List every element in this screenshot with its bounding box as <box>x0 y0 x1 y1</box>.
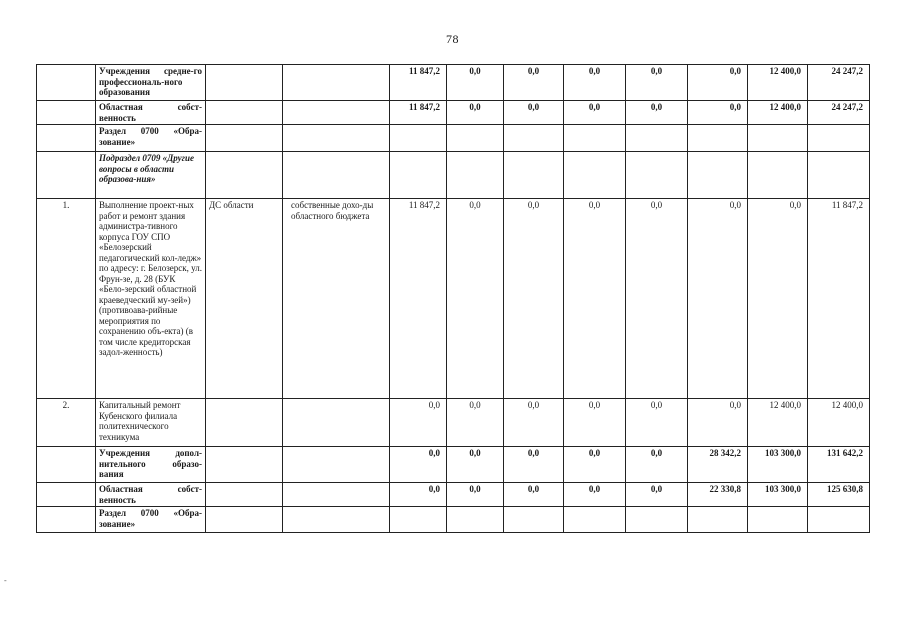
table-row <box>37 152 870 199</box>
row-index-cell <box>37 101 96 125</box>
row-funding-source-cell <box>283 483 390 507</box>
row-value-cell: 0,0 <box>626 447 688 483</box>
row-value-cell: 0,0 <box>504 199 564 399</box>
table-row <box>37 101 870 125</box>
row-value-cell: 11 847,2 <box>390 199 447 399</box>
row-name-cell: Учреждения средне-го профессиональ-ного образования <box>96 65 206 101</box>
row-value-cell: 0,0 <box>626 101 688 125</box>
row-value-cell: 103 300,0 <box>748 447 808 483</box>
row-value-cell: 0,0 <box>447 447 504 483</box>
row-value-cell: 0,0 <box>390 399 447 447</box>
row-value-cell: 0,0 <box>390 447 447 483</box>
table-row <box>37 507 870 533</box>
row-funding-source-cell <box>283 507 390 533</box>
row-name-cell: Капитальный ремонт Кубенского филиала политехнического техникума <box>96 399 206 447</box>
row-value-cell <box>390 125 447 152</box>
row-name-cell: Областная собст-венность <box>96 483 206 507</box>
table-row <box>37 399 870 447</box>
row-value-cell <box>626 152 688 199</box>
row-value-cell: 0,0 <box>626 483 688 507</box>
row-value-cell: 0,0 <box>504 447 564 483</box>
table-row <box>37 199 870 399</box>
row-value-cell <box>504 125 564 152</box>
row-value-cell <box>447 125 504 152</box>
row-funding-source-cell <box>283 101 390 125</box>
row-value-cell <box>564 152 626 199</box>
row-value-cell <box>808 152 870 199</box>
row-index-cell <box>37 483 96 507</box>
row-value-cell: 0,0 <box>390 483 447 507</box>
row-department-cell: ДС области <box>206 199 283 399</box>
row-value-cell: 12 400,0 <box>748 399 808 447</box>
row-value-cell: 0,0 <box>564 101 626 125</box>
row-value-cell <box>390 152 447 199</box>
row-value-cell: 0,0 <box>564 65 626 101</box>
row-value-cell: 11 847,2 <box>808 199 870 399</box>
row-value-cell: 0,0 <box>564 199 626 399</box>
row-value-cell <box>748 507 808 533</box>
row-index-cell: 1. <box>37 199 96 399</box>
row-value-cell: 0,0 <box>564 399 626 447</box>
scan-mark: - <box>4 576 7 585</box>
row-value-cell: 125 630,8 <box>808 483 870 507</box>
row-value-cell: 131 642,2 <box>808 447 870 483</box>
row-name-cell: Учреждения допол-нительного образо-вания <box>96 447 206 483</box>
row-value-cell <box>688 125 748 152</box>
row-department-cell <box>206 447 283 483</box>
row-value-cell <box>748 125 808 152</box>
row-value-cell: 0,0 <box>626 399 688 447</box>
row-value-cell <box>808 125 870 152</box>
row-value-cell <box>504 152 564 199</box>
row-value-cell: 0,0 <box>564 483 626 507</box>
row-department-cell <box>206 152 283 199</box>
row-value-cell <box>564 507 626 533</box>
row-index-cell <box>37 152 96 199</box>
row-value-cell <box>447 507 504 533</box>
row-value-cell: 0,0 <box>504 399 564 447</box>
row-name-cell: Подраздел 0709 «Другие вопросы в области образова-ния» <box>96 152 206 199</box>
row-value-cell: 0,0 <box>504 101 564 125</box>
budget-table <box>36 64 870 533</box>
row-index-cell: 2. <box>37 399 96 447</box>
row-department-cell <box>206 507 283 533</box>
row-funding-source-cell <box>283 399 390 447</box>
row-value-cell <box>808 507 870 533</box>
row-value-cell: 0,0 <box>447 483 504 507</box>
row-index-cell <box>37 507 96 533</box>
row-value-cell <box>447 152 504 199</box>
row-value-cell: 0,0 <box>447 199 504 399</box>
table-row <box>37 125 870 152</box>
row-value-cell: 28 342,2 <box>688 447 748 483</box>
row-value-cell <box>688 152 748 199</box>
row-value-cell: 12 400,0 <box>748 65 808 101</box>
row-value-cell: 0,0 <box>748 199 808 399</box>
row-value-cell: 0,0 <box>688 399 748 447</box>
row-value-cell <box>504 507 564 533</box>
row-name-cell: Выполнение проект-ных работ и ремонт здания администра-тивного корпуса ГОУ СПО «Белозерский педагогический кол-ледж» по адресу: г. Белозерск, ул. Фрун-зе, д. 28 (БУК «Бело-зерский областной краеведческий му-зей») (противоава-рийные мероприятия по сохранению объ-екта) (в том числе кредиторская задол-женность) <box>96 199 206 399</box>
row-value-cell: 11 847,2 <box>390 101 447 125</box>
row-value-cell: 0,0 <box>688 101 748 125</box>
row-index-cell <box>37 65 96 101</box>
row-name-cell: Раздел 0700 «Обра-зование» <box>96 125 206 152</box>
row-funding-source-cell <box>283 447 390 483</box>
row-value-cell: 12 400,0 <box>808 399 870 447</box>
row-value-cell: 0,0 <box>447 101 504 125</box>
row-funding-source-cell: собственные дохо-ды областного бюджета <box>283 199 390 399</box>
row-value-cell <box>688 507 748 533</box>
row-value-cell: 0,0 <box>688 199 748 399</box>
row-value-cell: 0,0 <box>564 447 626 483</box>
row-funding-source-cell <box>283 125 390 152</box>
row-value-cell: 0,0 <box>626 65 688 101</box>
row-value-cell: 24 247,2 <box>808 101 870 125</box>
row-name-cell: Раздел 0700 «Обра-зование» <box>96 507 206 533</box>
page-number: 78 <box>446 32 459 46</box>
table-row <box>37 447 870 483</box>
row-name-cell: Областная собст-венность <box>96 101 206 125</box>
row-funding-source-cell <box>283 65 390 101</box>
row-department-cell <box>206 125 283 152</box>
row-value-cell: 0,0 <box>626 199 688 399</box>
table-row <box>37 483 870 507</box>
row-value-cell: 11 847,2 <box>390 65 447 101</box>
row-value-cell: 0,0 <box>504 483 564 507</box>
row-department-cell <box>206 65 283 101</box>
row-funding-source-cell <box>283 152 390 199</box>
row-index-cell <box>37 447 96 483</box>
row-department-cell <box>206 101 283 125</box>
row-value-cell: 12 400,0 <box>748 101 808 125</box>
row-value-cell: 0,0 <box>688 65 748 101</box>
row-index-cell <box>37 125 96 152</box>
row-value-cell <box>390 507 447 533</box>
row-value-cell <box>748 152 808 199</box>
row-value-cell <box>564 125 626 152</box>
row-value-cell <box>626 507 688 533</box>
row-value-cell: 0,0 <box>447 399 504 447</box>
row-department-cell <box>206 399 283 447</box>
table-row <box>37 65 870 101</box>
row-value-cell: 103 300,0 <box>748 483 808 507</box>
row-value-cell: 22 330,8 <box>688 483 748 507</box>
row-value-cell <box>626 125 688 152</box>
row-value-cell: 0,0 <box>447 65 504 101</box>
row-department-cell <box>206 483 283 507</box>
row-value-cell: 0,0 <box>504 65 564 101</box>
row-value-cell: 24 247,2 <box>808 65 870 101</box>
